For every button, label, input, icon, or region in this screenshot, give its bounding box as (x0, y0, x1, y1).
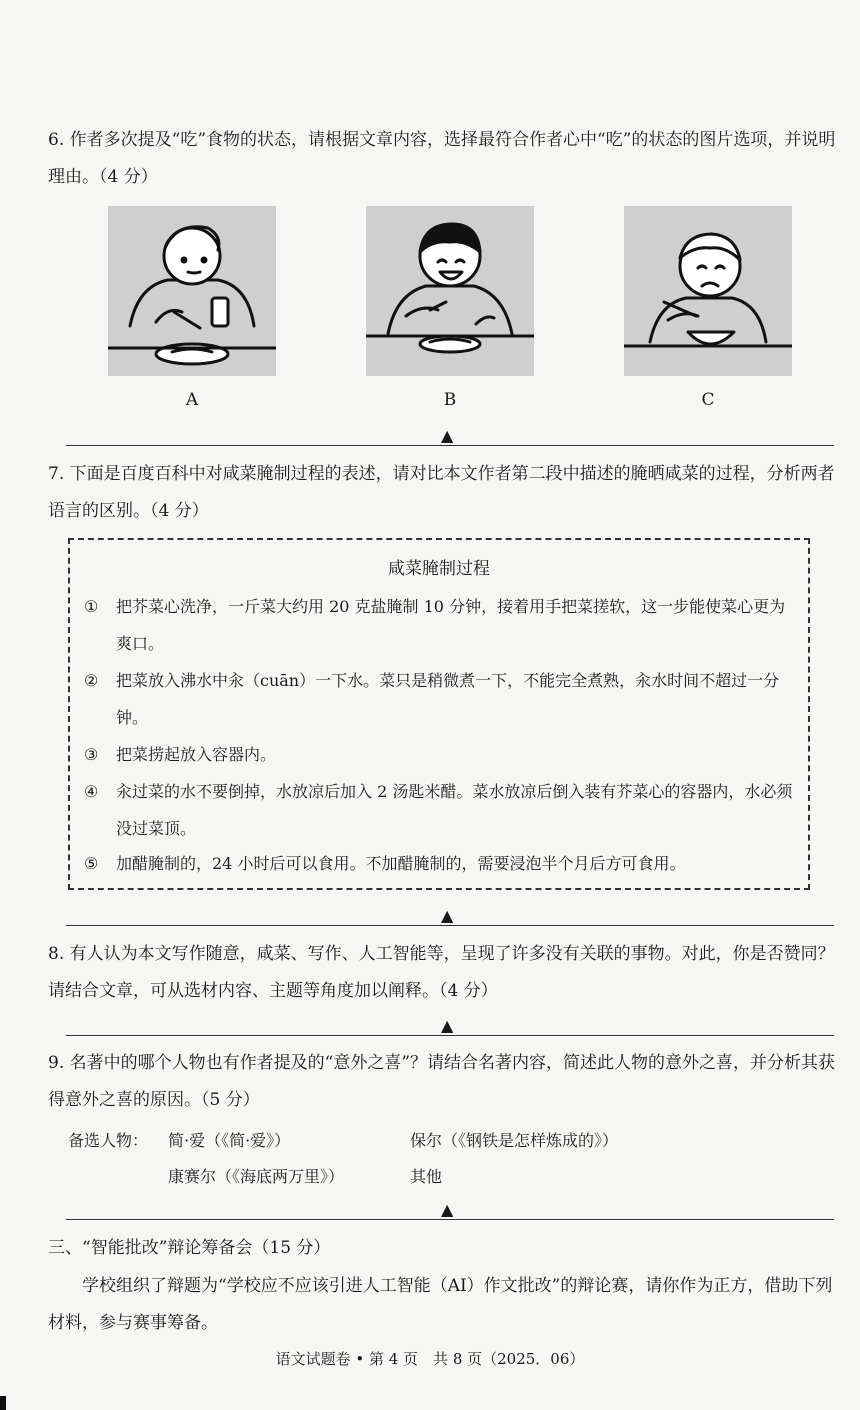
option-c-label: C (701, 390, 715, 410)
candidate-conseil: 康赛尔（《海底两万里》） (168, 1167, 345, 1186)
q6-image-options (0, 206, 860, 416)
answer-marker-q9: ▲ (441, 1200, 454, 1219)
boy-eating-sadly-icon (624, 206, 792, 376)
step-text: 加醋腌制的，24 小时后可以食用。不加醋腌制的，需要浸泡半个月后方可食用。 (116, 854, 686, 873)
candidate-pavel: 保尔（《钢铁是怎样炼成的》） (410, 1131, 619, 1150)
section-3-intro (48, 1268, 838, 1342)
step-text: 汆过菜的水不要倒掉，水放凉后加入 2 汤匙米醋。菜水放凉后倒入装有芥菜心的容器内，水必须没过菜顶。 (116, 782, 793, 838)
question-7-text: 7. 下面是百度百科中对咸菜腌制过程的表述，请对比本文作者第二段中描述的腌晒咸菜的过程，分析两者语言的区别。（4 分） (48, 464, 835, 521)
step-1 (84, 588, 800, 662)
question-7 (48, 456, 838, 530)
step-4 (84, 773, 800, 847)
box-title: 咸菜腌制过程 (388, 559, 490, 579)
answer-marker-q7: ▲ (441, 906, 454, 925)
question-9-text: 9. 名著中的哪个人物也有作者提及的“意外之喜”？请结合名著内容，简述此人物的意外之喜，并分析其获得意外之喜的原因。（5 分） (48, 1053, 836, 1110)
step-text: 把菜放入沸水中汆（cuān）一下水。菜只是稍微煮一下，不能完全煮熟，汆水时间不超过一分钟。 (116, 671, 780, 727)
answer-line-q6 (66, 445, 834, 446)
section-heading-text: 三、“智能批改”辩论筹备会（15 分） (48, 1238, 331, 1258)
answer-marker-q6: ▲ (441, 426, 454, 445)
step-number: ③ (84, 745, 99, 764)
answer-marker-q8: ▲ (441, 1016, 454, 1035)
step-text: 把芥菜心洗净，一斤菜大约用 20 克盐腌制 10 分钟，接着用手把菜搓软，这一步能使菜心更为爽口。 (116, 597, 786, 653)
candidate-other: 其他 (410, 1167, 443, 1186)
step-2 (84, 662, 800, 736)
candidates-label: 备选人物： (68, 1131, 149, 1150)
question-6 (48, 122, 838, 196)
page-footer: 语文试题卷 • 第 4 页 共 8 页（2025．06） (275, 1350, 585, 1368)
step-number: ④ (84, 782, 99, 801)
step-number: ⑤ (84, 854, 99, 873)
scan-edge-mark (0, 1396, 6, 1410)
section-intro-text: 学校组织了辩题为“学校应不应该引进人工智能（AI）作文批改”的辩论赛，请你作为正方，借助下列材料，参与赛事筹备。 (48, 1276, 833, 1333)
answer-line-q9 (66, 1219, 834, 1220)
boy-eating-with-phone-icon (108, 206, 276, 376)
step-number: ② (84, 671, 99, 690)
section-3-heading (48, 1230, 838, 1267)
boy-eating-happily-icon (366, 206, 534, 376)
step-3 (84, 736, 800, 773)
option-a-label: A (185, 390, 199, 410)
step-5 (84, 845, 800, 882)
step-text: 把菜捞起放入容器内。 (116, 745, 277, 764)
answer-line-q8 (66, 1035, 834, 1036)
candidate-jane-eyre: 简·爱（《简·爱》） (168, 1131, 291, 1150)
question-8 (48, 936, 838, 1010)
question-6-text: 6. 作者多次提及“吃”食物的状态，请根据文章内容，选择最符合作者心中“吃”的状态的图片选项，并说明理由。（4 分） (48, 130, 836, 187)
answer-line-q7 (66, 925, 834, 926)
question-8-text: 8. 有人认为本文写作随意，咸菜、写作、人工智能等，呈现了许多没有关联的事物。对此，你是否赞同？请结合文章，可从选材内容、主题等角度加以阐释。（4 分） (48, 944, 835, 1001)
step-number: ① (84, 597, 99, 616)
pickling-process-box (68, 538, 810, 890)
option-b-label: B (443, 390, 457, 410)
question-9 (48, 1045, 838, 1119)
